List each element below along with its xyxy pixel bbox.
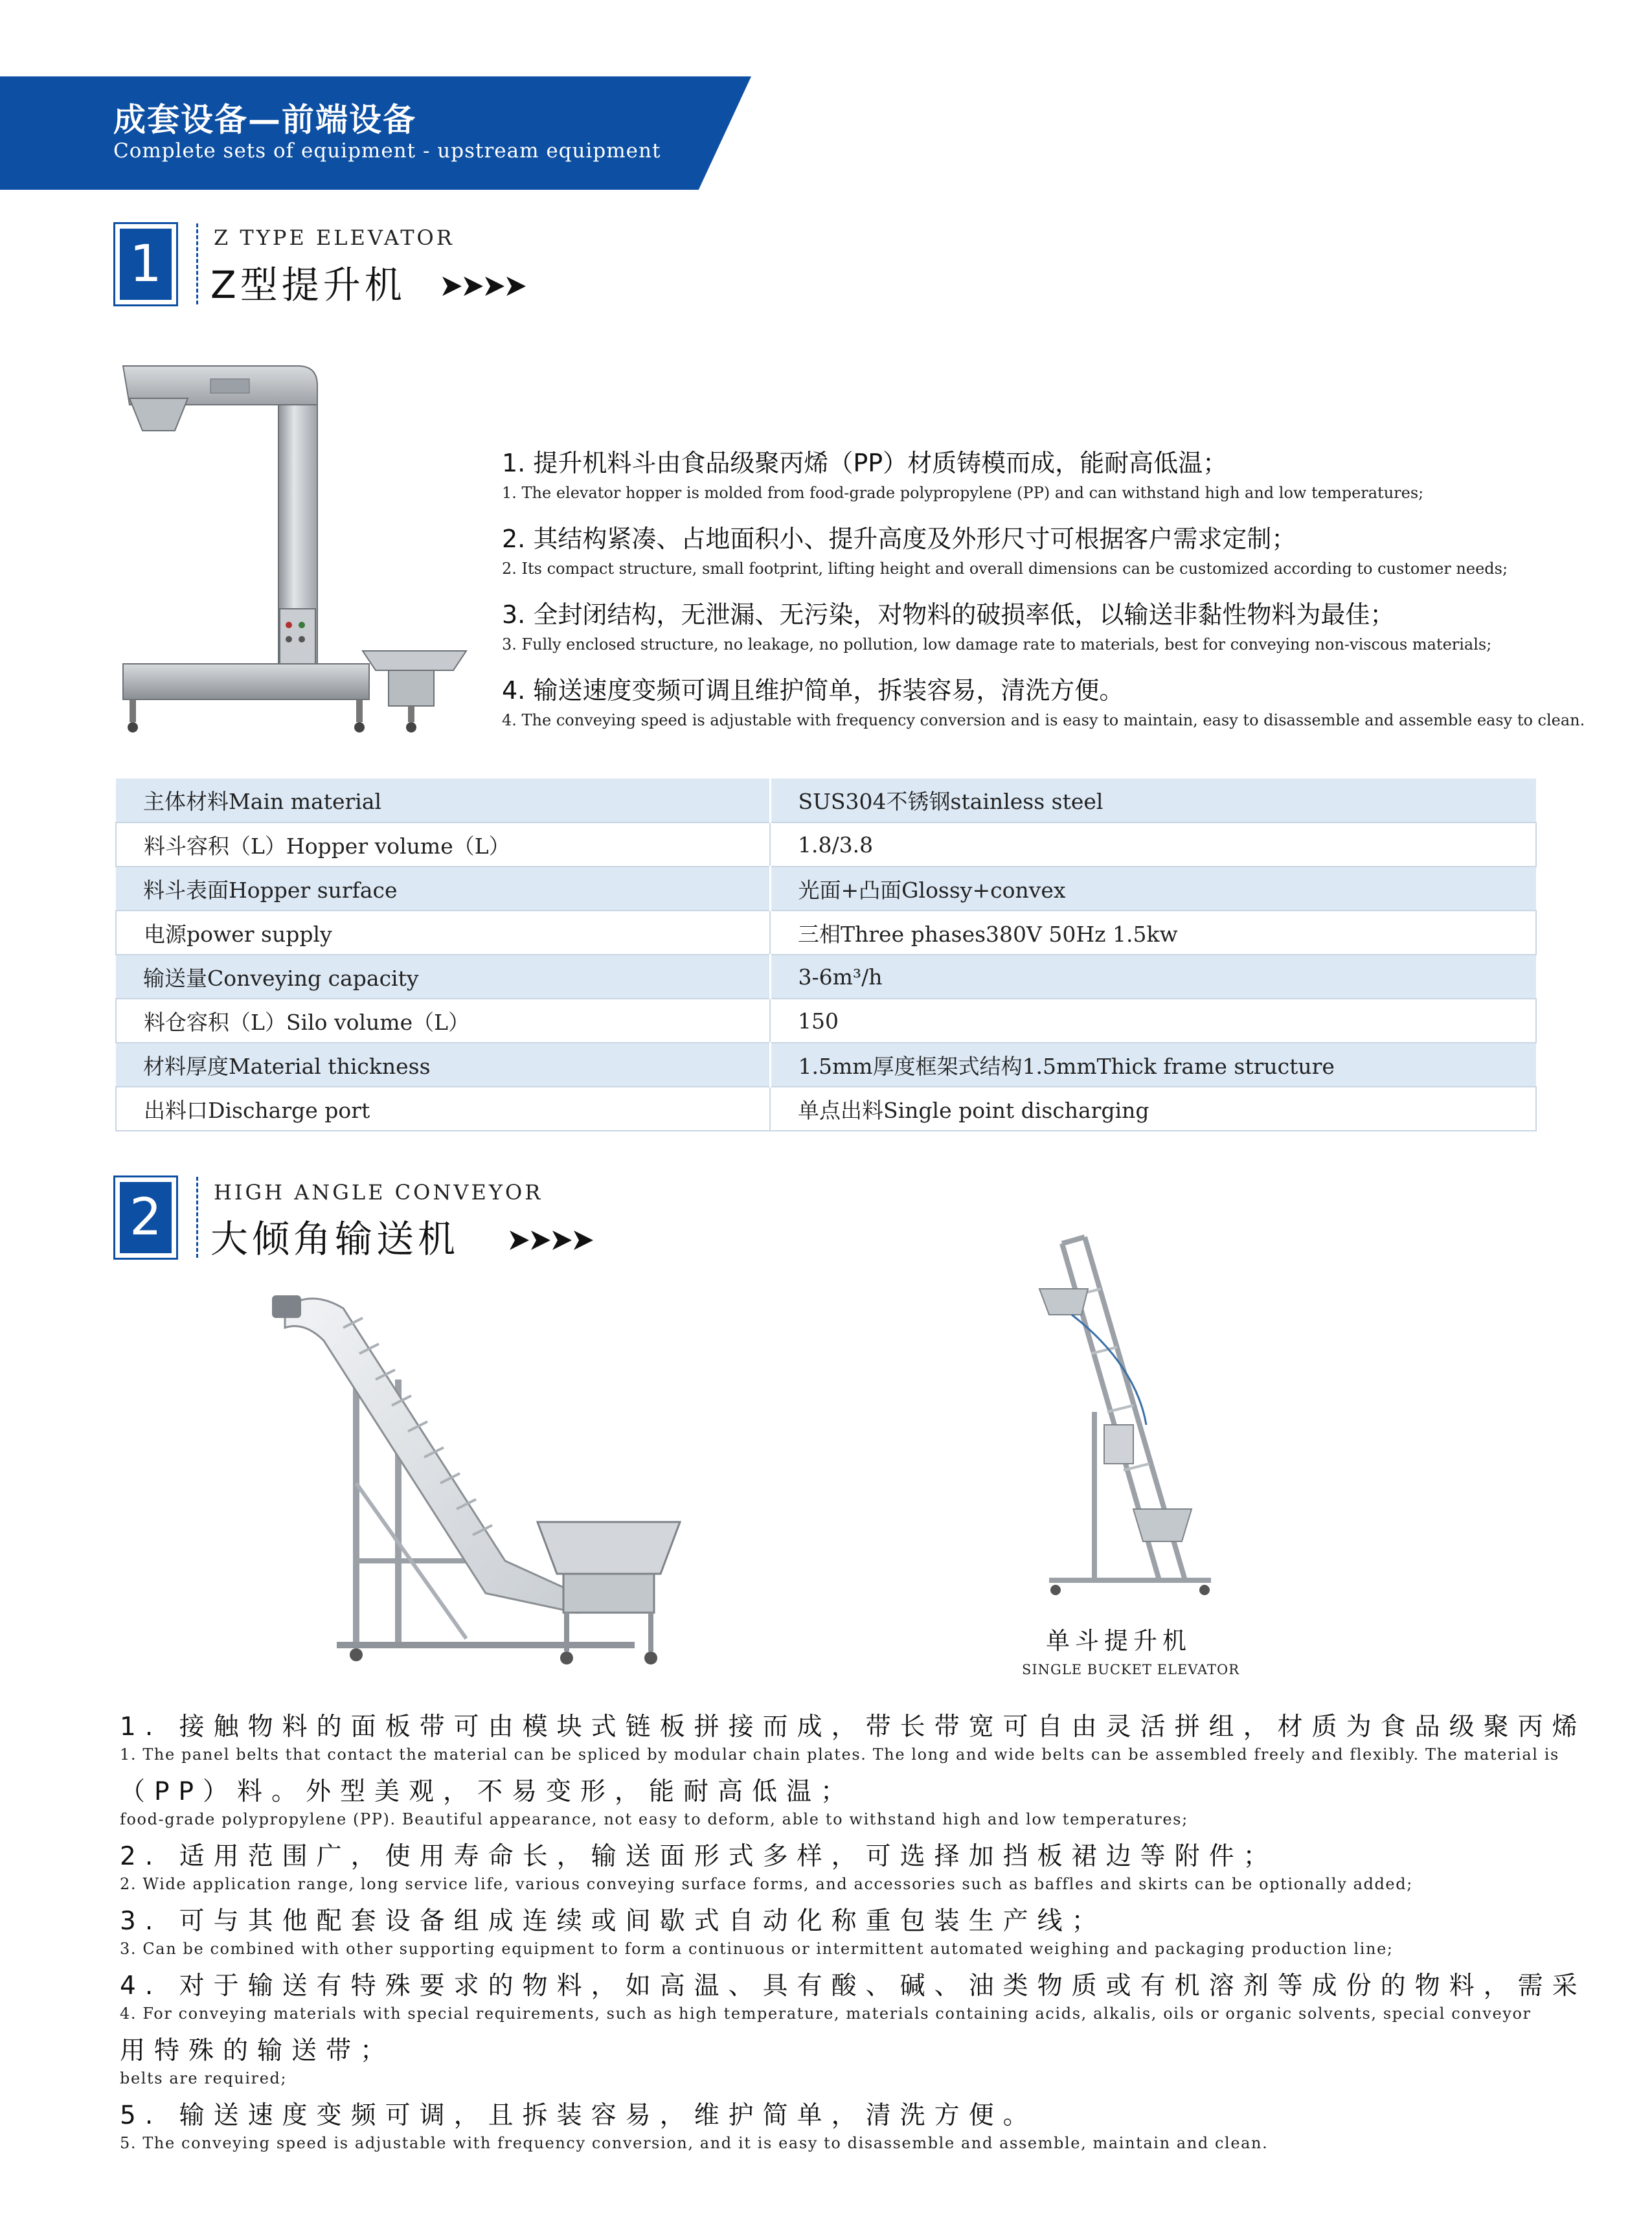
feature-zh: 用特殊的输送带； xyxy=(120,2036,395,2065)
feature-zh: 2. 适用范围广，使用寿命长，输送面形式多样，可选择加挡板裙边等附件； xyxy=(120,1842,1278,1871)
section-2-en-title: HIGH ANGLE CONVEYOR xyxy=(214,1180,543,1205)
section-1-number: 1 xyxy=(120,229,172,300)
table-row xyxy=(116,823,1536,867)
feature-2-5 xyxy=(120,2095,1551,2152)
feature-zh: 4. 输送速度变频可调且维护简单，拆装容易，清洗方便。 xyxy=(502,676,1124,705)
spec-label: 出料口Discharge port xyxy=(116,1087,770,1131)
feature-zh: 2. 其结构紧凑、占地面积小、提升高度及外形尺寸可根据客户需求定制； xyxy=(502,525,1296,553)
table-row xyxy=(116,999,1536,1043)
feature-zh: 3. 可与其他配套设备组成连续或间歇式自动化称重包装生产线； xyxy=(120,1907,1106,1936)
banner-title: 成套设备—前端设备 xyxy=(113,101,416,139)
spec-label: 料斗容积（L）Hopper volume（L） xyxy=(116,823,770,867)
banner-subtitle: Complete sets of equipment - upstream equipment xyxy=(113,139,661,163)
table-row xyxy=(116,1043,1536,1087)
section-2-badge xyxy=(113,1175,178,1260)
feature-2-1b xyxy=(120,1771,1551,1828)
feature-en: 4. The conveying speed is adjustable with frequency conversion and is easy to maintain, easy to disassemble and assemble easy to clean. xyxy=(502,711,1585,729)
feature-1-4 xyxy=(502,670,1585,729)
spec-value: 3-6m³/h xyxy=(770,955,1536,999)
section-2-zh-title: 大倾角输送机 xyxy=(210,1217,460,1261)
spec-label: 材料厚度Material thickness xyxy=(116,1043,770,1087)
feature-zh: 1. 提升机料斗由食品级聚丙烯（PP）材质铸模而成，能耐高低温； xyxy=(502,449,1228,477)
table-row xyxy=(116,867,1536,911)
spec-value: 150 xyxy=(770,999,1536,1043)
spec-table xyxy=(115,778,1537,1131)
single-bucket-caption-zh: 单斗提升机 xyxy=(1046,1627,1192,1655)
spec-value: 三相Three phases380V 50Hz 1.5kw xyxy=(770,911,1536,955)
feature-en: 3. Can be combined with other supporting equipment to form a continuous or intermittent automated weighing and packaging production line; xyxy=(120,1940,1394,1958)
z-elevator-image xyxy=(117,359,486,748)
feature-zh: 5. 输送速度变频可调，且拆装容易，维护简单，清洗方便。 xyxy=(120,2101,1037,2130)
section-1-badge xyxy=(113,222,178,306)
feature-en: 1. The panel belts that contact the material can be spliced by modular chain plates. The long and wide belts can be assembled freely and flexibly. The material is xyxy=(120,1745,1559,1764)
spec-label: 电源power supply xyxy=(116,911,770,955)
section-1-arrows-icon xyxy=(442,275,530,297)
single-bucket-elevator-image xyxy=(1036,1231,1230,1609)
feature-en: 5. The conveying speed is adjustable with frequency conversion, and it is easy to disassemble and assemble, maintain and clean. xyxy=(120,2134,1269,2152)
feature-2-3 xyxy=(120,1901,1551,1958)
feature-2-2 xyxy=(120,1836,1551,1893)
feature-2-4b xyxy=(120,2030,1551,2087)
feature-zh: 4. 对于输送有特殊要求的物料，如高温、具有酸、碱、油类物质或有机溶剂等成份的物料，需采 xyxy=(120,1971,1587,2001)
table-row xyxy=(116,911,1536,955)
spec-value: 1.8/3.8 xyxy=(770,823,1536,867)
feature-2-1a xyxy=(120,1707,1587,1764)
section-1-divider xyxy=(196,223,198,304)
table-row xyxy=(116,778,1536,823)
table-row xyxy=(116,1087,1536,1131)
spec-label: 输送量Conveying capacity xyxy=(116,955,770,999)
single-bucket-caption-en: SINGLE BUCKET ELEVATOR xyxy=(1022,1662,1240,1677)
feature-en: 2. Its compact structure, small footprint, lifting height and overall dimensions can be customized according to customer needs; xyxy=(502,560,1508,578)
feature-zh: 3. 全封闭结构，无泄漏、无污染，对物料的破损率低，以输送非黏性物料为最佳； xyxy=(502,600,1395,629)
feature-1-3 xyxy=(502,595,1570,653)
feature-en: 3. Fully enclosed structure, no leakage, no pollution, low damage rate to materials, best for conveying non-viscous materials; xyxy=(502,635,1492,653)
feature-en: 4. For conveying materials with special requirements, such as high temperature, materials containing acids, alkalis, oils or organic solvents, special conveyor xyxy=(120,2005,1532,2023)
feature-en: belts are required; xyxy=(120,2069,288,2087)
feature-1-1 xyxy=(502,443,1570,502)
section-1-zh-title: Z型提升机 xyxy=(210,263,406,307)
section-2-arrows-icon xyxy=(510,1229,597,1251)
feature-2-4a xyxy=(120,1966,1587,2023)
feature-zh: （PP）料。外型美观，不易变形，能耐高低温； xyxy=(120,1777,855,1806)
feature-en: food-grade polypropylene (PP). Beautiful appearance, not easy to deform, able to withstand high and low temperatures; xyxy=(120,1810,1188,1828)
spec-value: 1.5mm厚度框架式结构1.5mmThick frame structure xyxy=(770,1043,1536,1087)
high-angle-conveyor-image xyxy=(272,1289,693,1671)
feature-zh: 1. 接触物料的面板带可由模块式链板拼接而成，带长带宽可自由灵活拼组，材质为食品级聚丙烯 xyxy=(120,1712,1587,1742)
section-2-number: 2 xyxy=(120,1182,172,1253)
feature-1-2 xyxy=(502,519,1570,578)
feature-en: 1. The elevator hopper is molded from food-grade polypropylene (PP) and can withstand high and low temperatures; xyxy=(502,484,1424,502)
spec-value: 光面+凸面Glossy+convex xyxy=(770,867,1536,911)
feature-en: 2. Wide application range, long service life, various conveying surface forms, and accessories such as baffles and skirts can be optionally added; xyxy=(120,1875,1413,1893)
spec-label: 料仓容积（L）Silo volume（L） xyxy=(116,999,770,1043)
spec-label: 主体材料Main material xyxy=(116,778,770,823)
spec-value: 单点出料Single point discharging xyxy=(770,1087,1536,1131)
spec-label: 料斗表面Hopper surface xyxy=(116,867,770,911)
spec-value: SUS304不锈钢stainless steel xyxy=(770,778,1536,823)
table-row xyxy=(116,955,1536,999)
section-2-divider xyxy=(196,1177,198,1258)
section-1-en-title: Z TYPE ELEVATOR xyxy=(214,225,455,250)
